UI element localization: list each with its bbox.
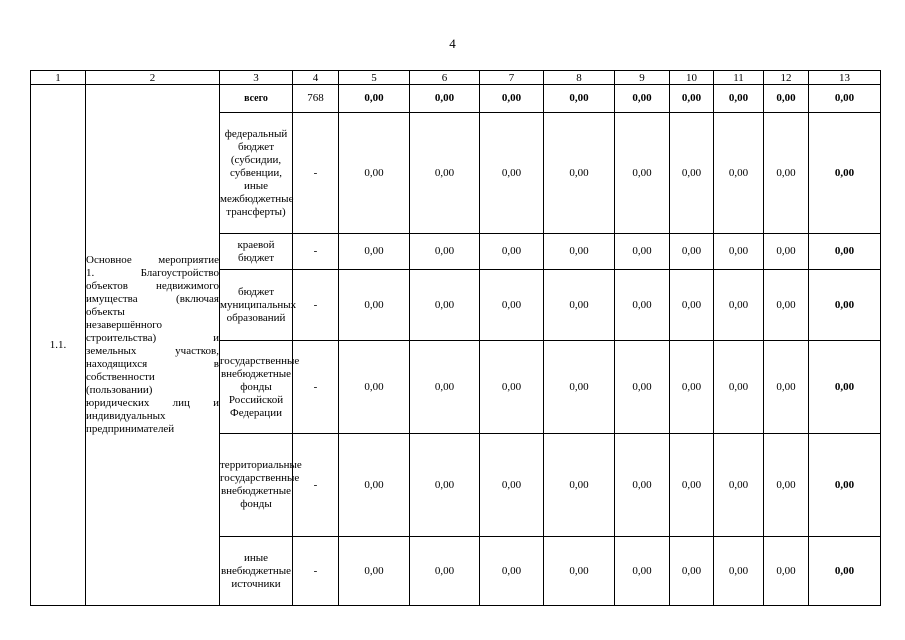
value-cell: 0,00 xyxy=(714,341,764,434)
value-cell: 0,00 xyxy=(714,434,764,537)
description-line: индивидуальных xyxy=(86,410,166,422)
value-cell: 0,00 xyxy=(544,270,615,341)
value-cell: 0,00 xyxy=(714,85,764,113)
value-cell: 0,00 xyxy=(809,113,881,234)
description-line: земельных участков, xyxy=(86,345,219,357)
description-line: объекты xyxy=(86,306,125,318)
value-cell: 0,00 xyxy=(544,341,615,434)
value-cell: - xyxy=(293,270,339,341)
header-cell: 9 xyxy=(615,71,670,85)
value-cell: 0,00 xyxy=(670,537,714,606)
value-cell: 0,00 xyxy=(339,341,410,434)
value-cell: 0,00 xyxy=(670,434,714,537)
value-cell: 0,00 xyxy=(809,434,881,537)
value-cell: - xyxy=(293,434,339,537)
funding-source: бюджет муниципальных образований xyxy=(220,270,293,341)
value-cell: - xyxy=(293,113,339,234)
value-cell: 0,00 xyxy=(670,85,714,113)
table-row xyxy=(31,85,881,113)
description-line: юридических лиц и xyxy=(86,397,219,409)
value-cell: 0,00 xyxy=(410,234,480,270)
page-number: 4 xyxy=(449,36,456,51)
value-cell: 0,00 xyxy=(339,234,410,270)
value-cell: 0,00 xyxy=(670,341,714,434)
funding-source: всего xyxy=(220,85,293,113)
header-cell: 6 xyxy=(410,71,480,85)
value-cell: 0,00 xyxy=(764,234,809,270)
value-cell: 768 xyxy=(293,85,339,113)
value-cell: 0,00 xyxy=(615,341,670,434)
value-cell: 0,00 xyxy=(714,537,764,606)
activity-description xyxy=(86,85,220,606)
value-cell: 0,00 xyxy=(764,341,809,434)
value-cell: 0,00 xyxy=(764,270,809,341)
value-cell: 0,00 xyxy=(480,434,544,537)
value-cell: 0,00 xyxy=(670,270,714,341)
value-cell: 0,00 xyxy=(764,85,809,113)
value-cell: 0,00 xyxy=(670,113,714,234)
funding-source: краевой бюджет xyxy=(220,234,293,270)
description-line: (пользовании) xyxy=(86,384,153,396)
value-cell: 0,00 xyxy=(764,434,809,537)
header-cell: 2 xyxy=(86,71,220,85)
value-cell: 0,00 xyxy=(480,85,544,113)
value-cell: 0,00 xyxy=(339,537,410,606)
header-cell: 12 xyxy=(764,71,809,85)
value-cell: 0,00 xyxy=(615,537,670,606)
value-cell: 0,00 xyxy=(480,270,544,341)
funding-source: федеральный бюджет (субсидии, субвенции, иные межбюджетные трансферты) xyxy=(220,113,293,234)
header-cell: 13 xyxy=(809,71,881,85)
value-cell: 0,00 xyxy=(544,85,615,113)
description-line: объектов недвижимого xyxy=(86,280,219,292)
value-cell: 0,00 xyxy=(339,270,410,341)
value-cell: 0,00 xyxy=(410,113,480,234)
description-line: находящихся в xyxy=(86,358,219,370)
header-cell: 5 xyxy=(339,71,410,85)
value-cell: 0,00 xyxy=(615,113,670,234)
value-cell: 0,00 xyxy=(410,537,480,606)
value-cell: 0,00 xyxy=(809,270,881,341)
value-cell: 0,00 xyxy=(480,234,544,270)
value-cell: 0,00 xyxy=(714,113,764,234)
description-line: имущества (включая xyxy=(86,293,219,305)
header-cell: 4 xyxy=(293,71,339,85)
value-cell: 0,00 xyxy=(809,234,881,270)
budget-table xyxy=(30,70,881,606)
description-line: незавершённого xyxy=(86,319,163,331)
value-cell: 0,00 xyxy=(544,434,615,537)
value-cell: 0,00 xyxy=(615,85,670,113)
row-number: 1.1. xyxy=(31,85,86,606)
value-cell: 0,00 xyxy=(339,113,410,234)
value-cell: 0,00 xyxy=(714,234,764,270)
funding-source: иные внебюджетные источники xyxy=(220,537,293,606)
value-cell: 0,00 xyxy=(410,85,480,113)
header-cell: 3 xyxy=(220,71,293,85)
description-line: собственности xyxy=(86,371,155,383)
description-line: 1. Благоустройство xyxy=(86,267,219,279)
value-cell: - xyxy=(293,234,339,270)
description-line: предпринимателей xyxy=(86,423,175,435)
value-cell: 0,00 xyxy=(480,537,544,606)
value-cell: 0,00 xyxy=(339,85,410,113)
value-cell: 0,00 xyxy=(764,113,809,234)
value-cell: 0,00 xyxy=(714,270,764,341)
value-cell: 0,00 xyxy=(809,85,881,113)
funding-source: государственные внебюджетные фонды Российской Федерации xyxy=(220,341,293,434)
header-cell: 1 xyxy=(31,71,86,85)
value-cell: 0,00 xyxy=(764,537,809,606)
value-cell: 0,00 xyxy=(410,434,480,537)
value-cell: 0,00 xyxy=(339,434,410,537)
value-cell: 0,00 xyxy=(410,270,480,341)
value-cell: 0,00 xyxy=(544,234,615,270)
value-cell: 0,00 xyxy=(615,270,670,341)
value-cell: 0,00 xyxy=(544,537,615,606)
header-row xyxy=(31,71,881,85)
description-line: Основное мероприятие xyxy=(86,254,219,266)
value-cell: 0,00 xyxy=(809,537,881,606)
value-cell: 0,00 xyxy=(480,113,544,234)
value-cell: 0,00 xyxy=(544,113,615,234)
value-cell: 0,00 xyxy=(615,234,670,270)
header-cell: 10 xyxy=(670,71,714,85)
description-line: строительства) и xyxy=(86,332,219,344)
value-cell: 0,00 xyxy=(615,434,670,537)
value-cell: - xyxy=(293,341,339,434)
value-cell: 0,00 xyxy=(670,234,714,270)
header-cell: 8 xyxy=(544,71,615,85)
header-cell: 11 xyxy=(714,71,764,85)
value-cell: 0,00 xyxy=(480,341,544,434)
value-cell: 0,00 xyxy=(809,341,881,434)
header-cell: 7 xyxy=(480,71,544,85)
value-cell: 0,00 xyxy=(410,341,480,434)
funding-source: территориальные государственные внебюджетные фонды xyxy=(220,434,293,537)
value-cell: - xyxy=(293,537,339,606)
